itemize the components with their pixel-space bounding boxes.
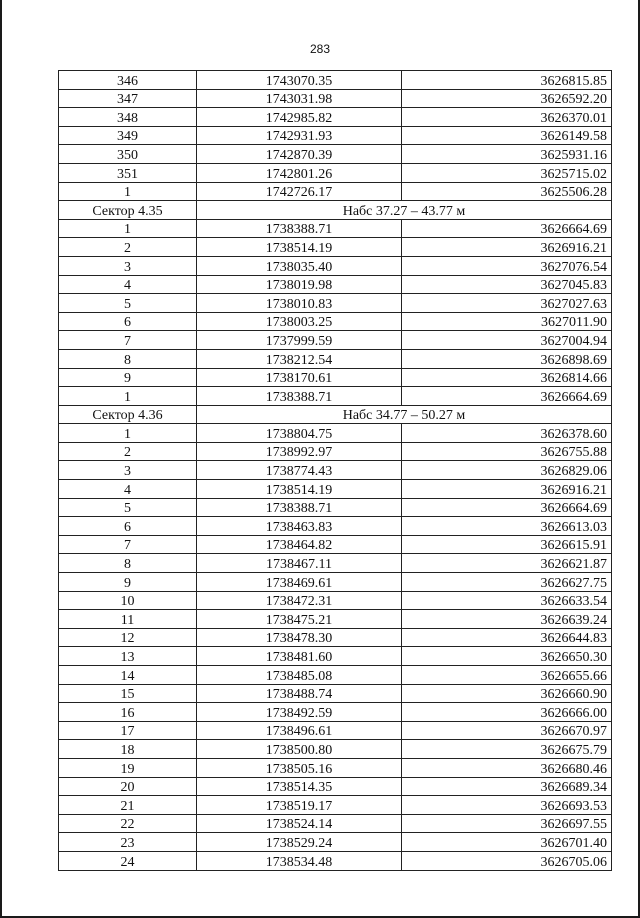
x-coordinate-cell: 1738472.31 xyxy=(197,591,402,610)
point-number-cell: 5 xyxy=(59,498,197,517)
point-number-cell: 24 xyxy=(59,851,197,870)
x-coordinate-cell: 1738534.48 xyxy=(197,851,402,870)
table-row xyxy=(59,331,612,350)
y-coordinate-cell: 3626621.87 xyxy=(402,554,612,573)
point-number-cell: 22 xyxy=(59,814,197,833)
point-number-cell: 7 xyxy=(59,331,197,350)
y-coordinate-cell: 3626627.75 xyxy=(402,573,612,592)
point-number-cell: 9 xyxy=(59,573,197,592)
x-coordinate-cell: 1743031.98 xyxy=(197,89,402,108)
y-coordinate-cell: 3626370.01 xyxy=(402,108,612,127)
x-coordinate-cell: 1738467.11 xyxy=(197,554,402,573)
table-row xyxy=(59,647,612,666)
y-coordinate-cell: 3626592.20 xyxy=(402,89,612,108)
x-coordinate-cell: 1738010.83 xyxy=(197,294,402,313)
page-number: 283 xyxy=(309,42,331,56)
table-row xyxy=(59,573,612,592)
y-coordinate-cell: 3627045.83 xyxy=(402,275,612,294)
point-number-cell: 16 xyxy=(59,703,197,722)
table-row xyxy=(59,238,612,257)
table-row xyxy=(59,740,612,759)
y-coordinate-cell: 3626644.83 xyxy=(402,628,612,647)
y-coordinate-cell: 3625931.16 xyxy=(402,145,612,164)
point-number-cell: 12 xyxy=(59,628,197,647)
y-coordinate-cell: 3626655.66 xyxy=(402,666,612,685)
y-coordinate-cell: 3627027.63 xyxy=(402,294,612,313)
x-coordinate-cell: 1742985.82 xyxy=(197,108,402,127)
point-number-cell: 347 xyxy=(59,89,197,108)
scan-border-left xyxy=(0,0,2,918)
table-row xyxy=(59,591,612,610)
y-coordinate-cell: 3626670.97 xyxy=(402,721,612,740)
point-number-cell: 18 xyxy=(59,740,197,759)
y-coordinate-cell: 3626697.55 xyxy=(402,814,612,833)
point-number-cell: 1 xyxy=(59,219,197,238)
y-coordinate-cell: 3626666.00 xyxy=(402,703,612,722)
y-coordinate-cell: 3626701.40 xyxy=(402,833,612,852)
table-row xyxy=(59,721,612,740)
point-number-cell: 17 xyxy=(59,721,197,740)
y-coordinate-cell: 3626664.69 xyxy=(402,498,612,517)
table-row xyxy=(59,312,612,331)
point-number-cell: 23 xyxy=(59,833,197,852)
x-coordinate-cell: 1742931.93 xyxy=(197,126,402,145)
x-coordinate-cell: 1738019.98 xyxy=(197,275,402,294)
table-row xyxy=(59,424,612,443)
y-coordinate-cell: 3626693.53 xyxy=(402,796,612,815)
x-coordinate-cell: 1738485.08 xyxy=(197,666,402,685)
point-number-cell: 11 xyxy=(59,610,197,629)
y-coordinate-cell: 3626660.90 xyxy=(402,684,612,703)
y-coordinate-cell: 3627076.54 xyxy=(402,256,612,275)
sector-header-row xyxy=(59,201,612,220)
x-coordinate-cell: 1738514.19 xyxy=(197,480,402,499)
y-coordinate-cell: 3626149.58 xyxy=(402,126,612,145)
x-coordinate-cell: 1738388.71 xyxy=(197,498,402,517)
table-row xyxy=(59,71,612,90)
y-coordinate-cell: 3627004.94 xyxy=(402,331,612,350)
table-row xyxy=(59,182,612,201)
y-coordinate-cell: 3626689.34 xyxy=(402,777,612,796)
table-row xyxy=(59,163,612,182)
point-number-cell: 8 xyxy=(59,554,197,573)
x-coordinate-cell: 1738475.21 xyxy=(197,610,402,629)
point-number-cell: 348 xyxy=(59,108,197,127)
table-row xyxy=(59,89,612,108)
table-row xyxy=(59,498,612,517)
x-coordinate-cell: 1738469.61 xyxy=(197,573,402,592)
table-row xyxy=(59,387,612,406)
point-number-cell: 14 xyxy=(59,666,197,685)
point-number-cell: 2 xyxy=(59,442,197,461)
point-number-cell: 6 xyxy=(59,312,197,331)
coordinates-table xyxy=(58,70,612,871)
y-coordinate-cell: 3626916.21 xyxy=(402,238,612,257)
table-row xyxy=(59,517,612,536)
x-coordinate-cell: 1738478.30 xyxy=(197,628,402,647)
y-coordinate-cell: 3626615.91 xyxy=(402,535,612,554)
x-coordinate-cell: 1738388.71 xyxy=(197,219,402,238)
table-row xyxy=(59,108,612,127)
x-coordinate-cell: 1738514.35 xyxy=(197,777,402,796)
y-coordinate-cell: 3626898.69 xyxy=(402,349,612,368)
x-coordinate-cell: 1738212.54 xyxy=(197,349,402,368)
point-number-cell: 3 xyxy=(59,256,197,275)
table-row xyxy=(59,703,612,722)
y-coordinate-cell: 3626829.06 xyxy=(402,461,612,480)
table-row xyxy=(59,554,612,573)
x-coordinate-cell: 1738529.24 xyxy=(197,833,402,852)
table-row xyxy=(59,256,612,275)
point-number-cell: 19 xyxy=(59,758,197,777)
point-number-cell: 1 xyxy=(59,182,197,201)
point-number-cell: 4 xyxy=(59,480,197,499)
y-coordinate-cell: 3626814.66 xyxy=(402,368,612,387)
x-coordinate-cell: 1738496.61 xyxy=(197,721,402,740)
y-coordinate-cell: 3626675.79 xyxy=(402,740,612,759)
y-coordinate-cell: 3626633.54 xyxy=(402,591,612,610)
y-coordinate-cell: 3625715.02 xyxy=(402,163,612,182)
y-coordinate-cell: 3625506.28 xyxy=(402,182,612,201)
table-row xyxy=(59,480,612,499)
x-coordinate-cell: 1738463.83 xyxy=(197,517,402,536)
table-row xyxy=(59,461,612,480)
y-coordinate-cell: 3626916.21 xyxy=(402,480,612,499)
point-number-cell: 4 xyxy=(59,275,197,294)
x-coordinate-cell: 1738500.80 xyxy=(197,740,402,759)
table-row xyxy=(59,145,612,164)
point-number-cell: 15 xyxy=(59,684,197,703)
table-row xyxy=(59,275,612,294)
point-number-cell: 2 xyxy=(59,238,197,257)
x-coordinate-cell: 1738003.25 xyxy=(197,312,402,331)
coordinates-table-body xyxy=(59,71,612,871)
table-row xyxy=(59,349,612,368)
y-coordinate-cell: 3626705.06 xyxy=(402,851,612,870)
x-coordinate-cell: 1738481.60 xyxy=(197,647,402,666)
y-coordinate-cell: 3626815.85 xyxy=(402,71,612,90)
table-row xyxy=(59,294,612,313)
point-number-cell: 1 xyxy=(59,387,197,406)
point-number-cell: 7 xyxy=(59,535,197,554)
table-row xyxy=(59,442,612,461)
y-coordinate-cell: 3626664.69 xyxy=(402,387,612,406)
x-coordinate-cell: 1738804.75 xyxy=(197,424,402,443)
point-number-cell: 10 xyxy=(59,591,197,610)
y-coordinate-cell: 3626639.24 xyxy=(402,610,612,629)
x-coordinate-cell: 1738488.74 xyxy=(197,684,402,703)
y-coordinate-cell: 3626664.69 xyxy=(402,219,612,238)
y-coordinate-cell: 3626613.03 xyxy=(402,517,612,536)
x-coordinate-cell: 1742870.39 xyxy=(197,145,402,164)
sector-header-row xyxy=(59,405,612,424)
x-coordinate-cell: 1743070.35 xyxy=(197,71,402,90)
x-coordinate-cell: 1738514.19 xyxy=(197,238,402,257)
x-coordinate-cell: 1742801.26 xyxy=(197,163,402,182)
table-row xyxy=(59,126,612,145)
sector-elevation-range: Набс 34.77 – 50.27 м xyxy=(197,405,612,424)
point-number-cell: 349 xyxy=(59,126,197,145)
point-number-cell: 9 xyxy=(59,368,197,387)
x-coordinate-cell: 1737999.59 xyxy=(197,331,402,350)
y-coordinate-cell: 3626680.46 xyxy=(402,758,612,777)
table-row xyxy=(59,368,612,387)
point-number-cell: 21 xyxy=(59,796,197,815)
table-row xyxy=(59,684,612,703)
table-row xyxy=(59,666,612,685)
y-coordinate-cell: 3627011.90 xyxy=(402,312,612,331)
point-number-cell: 346 xyxy=(59,71,197,90)
point-number-cell: 350 xyxy=(59,145,197,164)
x-coordinate-cell: 1738519.17 xyxy=(197,796,402,815)
x-coordinate-cell: 1738505.16 xyxy=(197,758,402,777)
x-coordinate-cell: 1738388.71 xyxy=(197,387,402,406)
table-row xyxy=(59,796,612,815)
x-coordinate-cell: 1738492.59 xyxy=(197,703,402,722)
point-number-cell: 351 xyxy=(59,163,197,182)
table-row xyxy=(59,833,612,852)
x-coordinate-cell: 1738170.61 xyxy=(197,368,402,387)
point-number-cell: 13 xyxy=(59,647,197,666)
x-coordinate-cell: 1738774.43 xyxy=(197,461,402,480)
table-row xyxy=(59,610,612,629)
point-number-cell: 20 xyxy=(59,777,197,796)
x-coordinate-cell: 1738524.14 xyxy=(197,814,402,833)
point-number-cell: 8 xyxy=(59,349,197,368)
table-row xyxy=(59,219,612,238)
y-coordinate-cell: 3626755.88 xyxy=(402,442,612,461)
point-number-cell: 1 xyxy=(59,424,197,443)
point-number-cell: 5 xyxy=(59,294,197,313)
x-coordinate-cell: 1738992.97 xyxy=(197,442,402,461)
sector-label: Сектор 4.36 xyxy=(59,405,197,424)
table-row xyxy=(59,628,612,647)
table-row xyxy=(59,777,612,796)
point-number-cell: 6 xyxy=(59,517,197,536)
sector-elevation-range: Набс 37.27 – 43.77 м xyxy=(197,201,612,220)
table-row xyxy=(59,851,612,870)
y-coordinate-cell: 3626650.30 xyxy=(402,647,612,666)
x-coordinate-cell: 1742726.17 xyxy=(197,182,402,201)
sector-label: Сектор 4.35 xyxy=(59,201,197,220)
point-number-cell: 3 xyxy=(59,461,197,480)
y-coordinate-cell: 3626378.60 xyxy=(402,424,612,443)
table-row xyxy=(59,814,612,833)
table-row xyxy=(59,535,612,554)
x-coordinate-cell: 1738464.82 xyxy=(197,535,402,554)
table-row xyxy=(59,758,612,777)
x-coordinate-cell: 1738035.40 xyxy=(197,256,402,275)
